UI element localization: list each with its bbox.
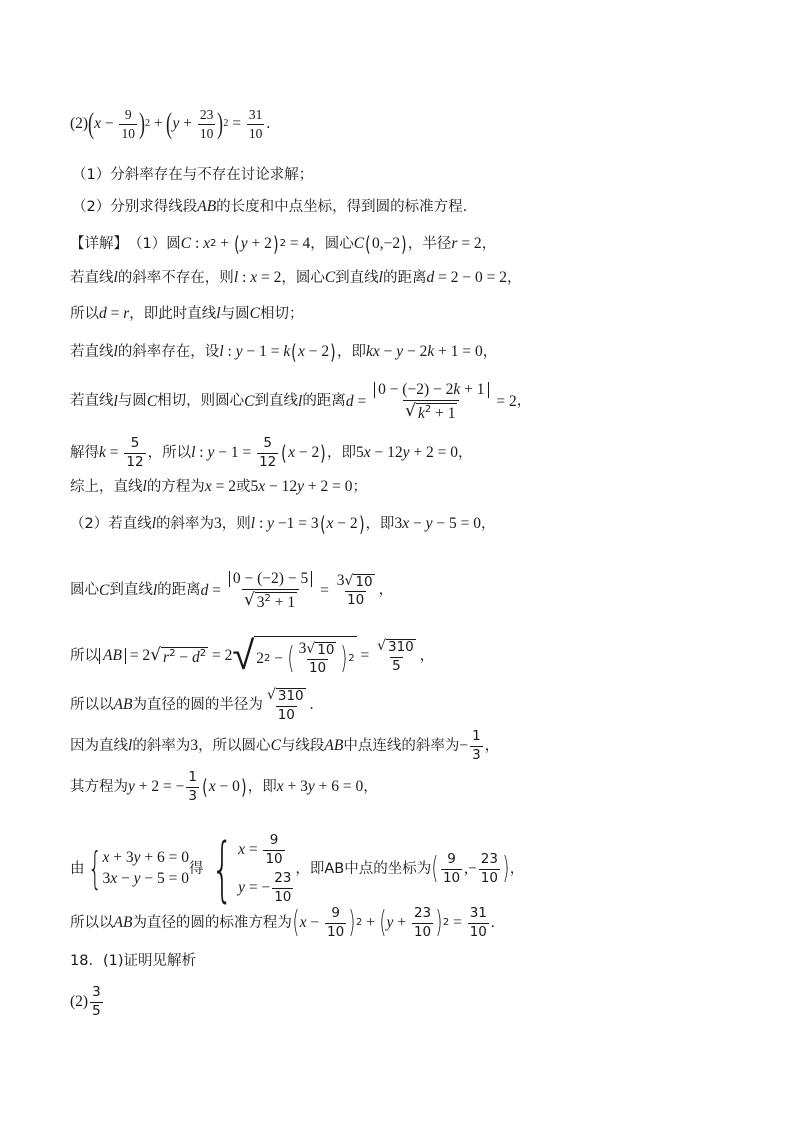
detail-label: 【详解】 bbox=[70, 235, 128, 252]
detail-line-13: 其方程为 y + 2 = − $\frac{1}{3}$ ( x − 0 ) ，即 x + 3 y + 6 = 0 ， bbox=[70, 769, 378, 804]
question-18-part-2: (2) $\frac{3}{5}$ bbox=[70, 984, 101, 1019]
detail-line-2: 若直线 l 的斜率不存在，则 l : x = 2 ，圆心 C 到直线 l 的距离 d = 2 − 0 = 2 ， bbox=[70, 269, 522, 286]
answer-2-equation: (2) ( x − $\frac{9}{10}$ ) 2 + ( y + $\frac{23}{10}$ ) 2 = $\frac{31}{10}$ . bbox=[70, 107, 271, 141]
detail-line-10: 所以 AB = 2 √ $r^2 - d^2$ = 2 √ 2 2 − ( 3 √ 10 10 ) 2 = √ 310 5 ， bbox=[70, 633, 435, 679]
question-18-part-1: 18．(1)证明见解析 bbox=[70, 953, 196, 969]
detail-line-14: 由 { x + 3y + 6 = 0 3x − y − 5 = 0 得 { x = $\frac{9}{10}$ y = − $\frac{23}{10}$ ，即AB中点的坐标为 ( $\frac{9}{10}$ ,− $\frac{23}{10}$ ) ， bbox=[70, 828, 525, 910]
detail-line-6: 解得 k = $\frac{5}{12}$ ，所以 l : y − 1 = $\frac{5}{12}$ ( x − 2 ) ，即 5 x − 12 y + 2 = 0 ， bbox=[70, 435, 473, 470]
detail-line-7: 综上，直线 l 的方程为 x = 2 或 5 x − 12 y + 2 = 0 ； bbox=[70, 478, 367, 495]
hint-2: （2）分别求得线段 AB 的长度和中点坐标，得到圆的标准方程. bbox=[72, 198, 468, 215]
detail-line-4: 若直线 l 的斜率存在，设 l : y − 1 = k ( x − 2 ) ，即 kx − y − 2 k + 1 = 0 ， bbox=[70, 340, 498, 364]
detail-line-12: 因为直线 l 的斜率为 3 ，所以圆心 C 与线段 AB 中点连线的斜率为 − $\frac{1}{3}$ ， bbox=[70, 728, 500, 763]
detail-line-8: （2）若直线 l 的斜率为 3 ，则 l : y −1 = 3 ( x − 2 ) ，即 3 x − y − 5 = 0 ， bbox=[70, 512, 496, 536]
answer-prefix: (2) bbox=[70, 115, 89, 133]
detail-line-1: 【详解】 （1）圆 C : x 2 + ( y + 2 ) 2 = 4 ，圆心 C ( 0,−2 ) ，半径 r = 2 ， bbox=[70, 232, 497, 256]
hint-1: （1）分斜率存在与不存在讨论求解； bbox=[72, 167, 314, 183]
detail-line-11: 所以以 AB 为直径的圆的半径为 √ 310 10 . bbox=[70, 687, 314, 723]
detail-line-9: 圆心 C 到直线 l 的距离 d = 0 − (−2) − 5 √ $3^2 + 1$ = 3 √ 10 10 ， bbox=[70, 570, 394, 611]
detail-line-5: 若直线 l 与圆 C 相切，则圆心 C 到直线 l 的距离 d = 0 − (−2) − 2k + 1 √ $k^2 + 1$ = 2 ， bbox=[70, 381, 532, 422]
detail-line-15: 所以以 AB 为直径的圆的标准方程为 ( x − $\frac{9}{10}$ ) 2 + ( y + $\frac{23}{10}$ ) 2 = $\frac{31}{10}$ . bbox=[70, 905, 495, 940]
detail-line-3: 所以 d = r ，即此时直线 l 与圆 C 相切； bbox=[70, 305, 304, 322]
